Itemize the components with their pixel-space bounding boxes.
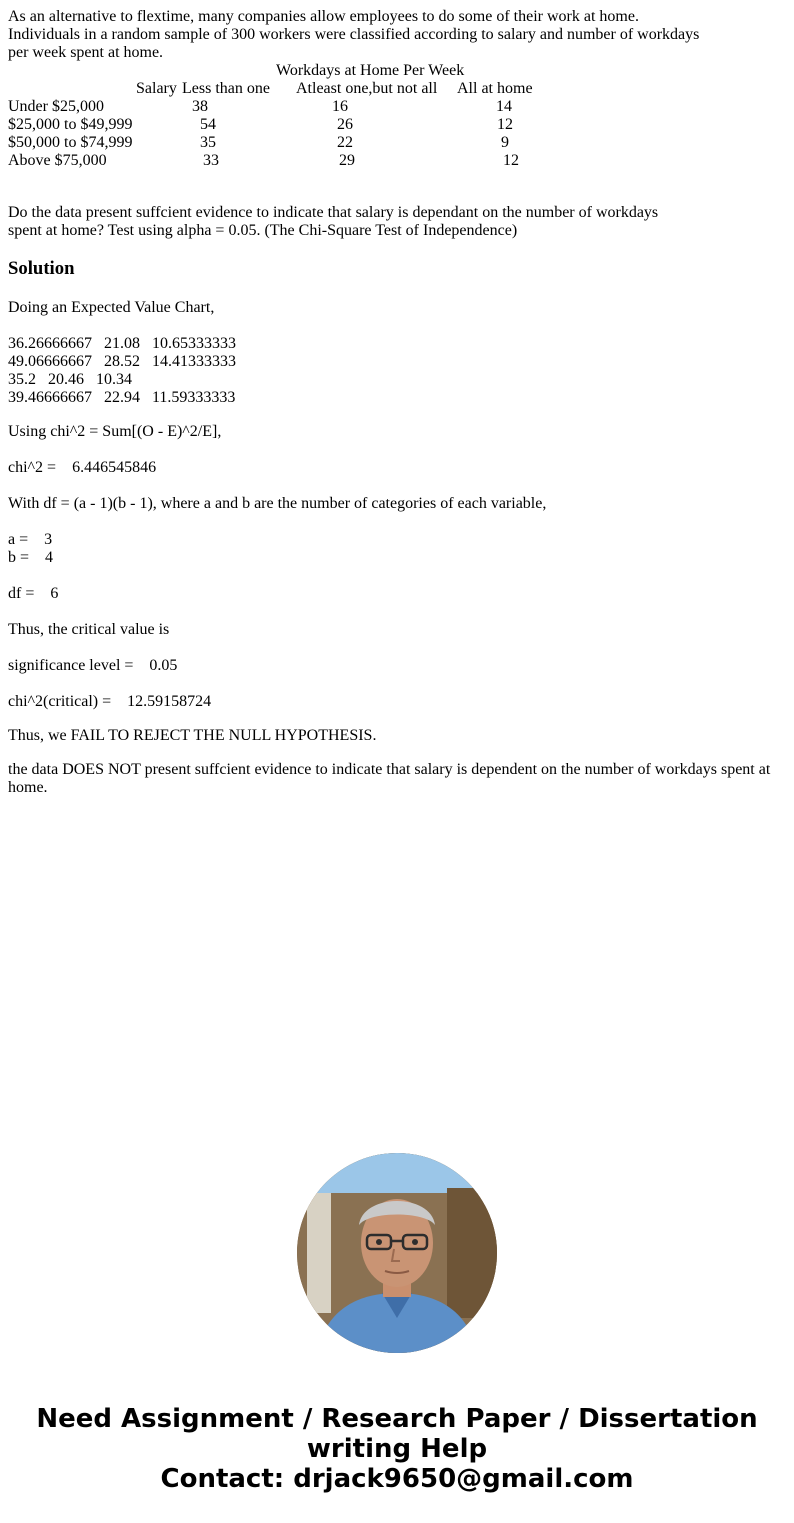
cell: 9 xyxy=(501,134,509,151)
row-label: $50,000 to $74,999 xyxy=(8,134,133,151)
cell: 35 xyxy=(200,134,216,151)
cell: 54 xyxy=(200,116,216,133)
header-all-at-home: All at home xyxy=(457,80,533,97)
cell: 22 xyxy=(337,134,353,151)
row-label: Above $75,000 xyxy=(8,152,107,169)
header-salary: Salary xyxy=(136,80,177,97)
formula-line: Using chi^2 = Sum[(O - E)^2/E], xyxy=(8,423,222,440)
solution-heading: Solution xyxy=(8,258,75,279)
expected-row: 36.26666667 21.08 10.65333333 xyxy=(8,335,236,352)
cell: 12 xyxy=(503,152,519,169)
critical-intro: Thus, the critical value is xyxy=(8,621,170,638)
b-line: b = 4 xyxy=(8,549,54,566)
prompt-line: spent at home? Test using alpha = 0.05. (The Chi-Square Test of Independence) xyxy=(8,222,518,239)
df-formula-line: With df = (a - 1)(b - 1), where a and b are the number of categories of each variable, xyxy=(8,495,547,512)
intro-line: As an alternative to flextime, many companies allow employees to do some of their work at home. xyxy=(8,8,639,25)
cell: 12 xyxy=(497,116,513,133)
expected-intro: Doing an Expected Value Chart, xyxy=(8,299,215,316)
promo-contact: Contact: drjack9650@gmail.com xyxy=(160,1464,634,1494)
person-portrait-icon xyxy=(297,1153,497,1353)
cell: 16 xyxy=(332,98,348,115)
intro-line: Individuals in a random sample of 300 workers were classified according to salary and number of workdays xyxy=(8,26,700,43)
row-label: $25,000 to $49,999 xyxy=(8,116,133,133)
table-title: Workdays at Home Per Week xyxy=(276,62,465,79)
cell: 33 xyxy=(203,152,219,169)
a-line: a = 3 xyxy=(8,531,53,548)
cell: 26 xyxy=(337,116,353,133)
expected-row: 35.2 20.46 10.34 xyxy=(8,371,132,388)
conclusion-line: the data DOES NOT present suffcient evidence to indicate that salary is dependent on the number of workdays spent at xyxy=(8,761,771,778)
cell: 14 xyxy=(496,98,512,115)
promo-line: writing Help xyxy=(306,1434,488,1464)
avatar xyxy=(297,1153,497,1353)
row-label: Under $25,000 xyxy=(8,98,104,115)
cell: 38 xyxy=(192,98,208,115)
chi-square-line: chi^2 = 6.446545846 xyxy=(8,459,157,476)
intro-line: per week spent at home. xyxy=(8,44,164,61)
significance-line: significance level = 0.05 xyxy=(8,657,178,674)
prompt-line: Do the data present suffcient evidence to indicate that salary is dependant on the number of workdays xyxy=(8,204,659,221)
header-atleast-one: Atleast one,but not all xyxy=(296,80,438,97)
expected-row: 49.06666667 28.52 14.41333333 xyxy=(8,353,236,370)
df-line: df = 6 xyxy=(8,585,59,602)
critical-value-line: chi^2(critical) = 12.59158724 xyxy=(8,693,212,710)
header-less-than-one: Less than one xyxy=(182,80,270,97)
promo-line: Need Assignment / Research Paper / Dissertation xyxy=(36,1404,758,1434)
conclusion-line: home. xyxy=(8,779,48,796)
expected-row: 39.46666667 22.94 11.59333333 xyxy=(8,389,236,406)
decision-line: Thus, we FAIL TO REJECT THE NULL HYPOTHESIS. xyxy=(8,727,377,744)
cell: 29 xyxy=(339,152,355,169)
